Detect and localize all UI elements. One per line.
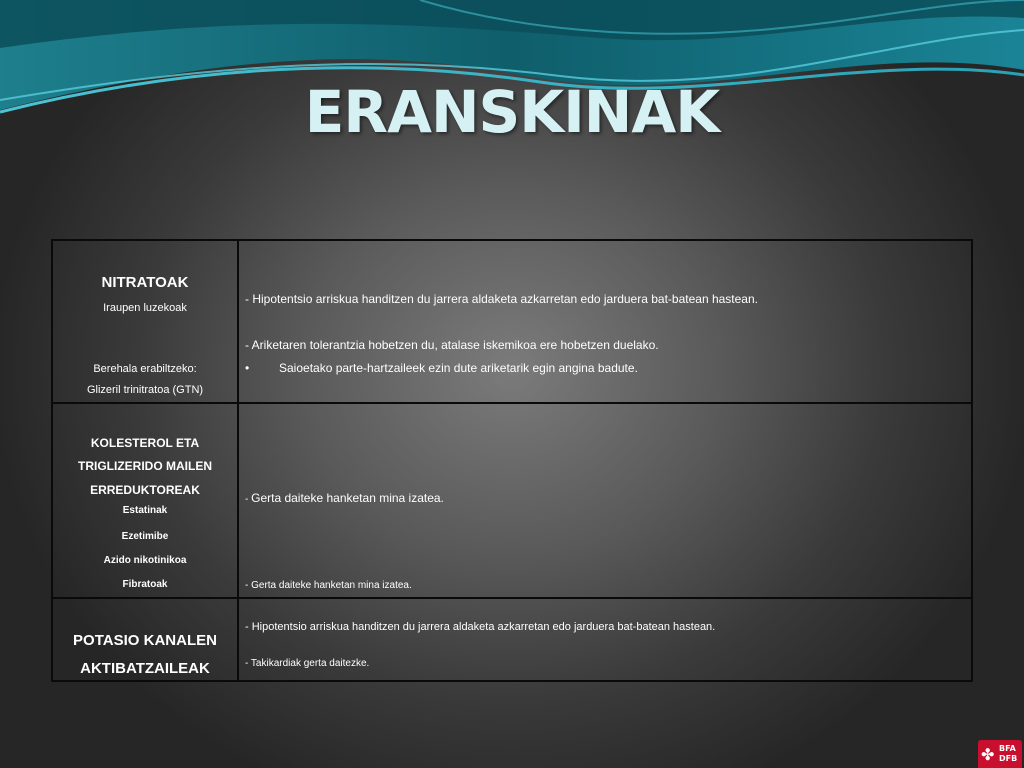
table-row (52, 403, 972, 598)
drug-note-label: Berehala erabiltzeko: (93, 363, 197, 375)
drug-class-heading: POTASIO KANALEN (73, 632, 217, 649)
effect-text: - Hipotentsio arriskua handitzen du jarrera aldaketa azkarretan edo jarduera bat-batean hastean. (245, 292, 758, 306)
drug-class-subheading: Iraupen luzekoak (103, 302, 187, 314)
drug-class-cell (52, 240, 238, 403)
effect-dash: - (245, 494, 252, 505)
effect-bullet (245, 361, 965, 375)
logo-text-line1: BFA (999, 744, 1016, 753)
effects-cell (238, 240, 972, 403)
effects-cell (238, 598, 972, 681)
effect-text: - Ariketaren tolerantzia hobetzen du, atalase iskemikoa ere hobetzen duelako. (245, 338, 659, 352)
effect-text-body: Gerta daiteke hanketan mina izatea. (251, 491, 444, 505)
drug-item: Azido nikotinikoa (103, 555, 187, 566)
drug-class-heading: AKTIBATZAILEAK (80, 660, 210, 677)
drug-class-heading: NITRATOAK (101, 274, 189, 291)
drug-note-value: Glizeril trinitratoa (GTN) (86, 384, 204, 396)
bullet-icon: • (245, 361, 250, 375)
effect-text: - Takikardiak gerta daitezke. (245, 658, 370, 669)
bfa-dfb-logo (978, 740, 1022, 768)
coat-of-arms-icon: ✤ (981, 745, 995, 764)
drug-class-heading: KOLESTEROL ETA (90, 436, 200, 450)
table-row (52, 240, 972, 403)
effect-bullet-text: Saioetako parte-hartzaileek ezin dute ariketarik egin angina badute. (279, 361, 638, 375)
effect-text: - Hipotentsio arriskua handitzen du jarrera aldaketa azkarretan edo jarduera bat-batean hastean. (245, 621, 716, 633)
drug-item: Ezetimibe (121, 531, 169, 542)
drug-item: Fibratoak (122, 579, 168, 590)
slide-title: ERANSKINAK (304, 78, 720, 146)
effect-text (245, 488, 965, 507)
drug-class-heading: ERREDUKTOREAK (90, 483, 200, 497)
table-row (52, 598, 972, 681)
logo-text-line2: DFB (999, 754, 1018, 763)
drug-class-heading: TRIGLIZERIDO MAILEN (78, 459, 212, 473)
drug-class-cell (52, 403, 238, 598)
effect-text: - Gerta daiteke hanketan mina izatea. (245, 580, 412, 591)
drug-class-cell (52, 598, 238, 681)
drug-item: Estatinak (122, 505, 168, 516)
annex-table (51, 239, 973, 682)
effects-cell (238, 403, 972, 598)
